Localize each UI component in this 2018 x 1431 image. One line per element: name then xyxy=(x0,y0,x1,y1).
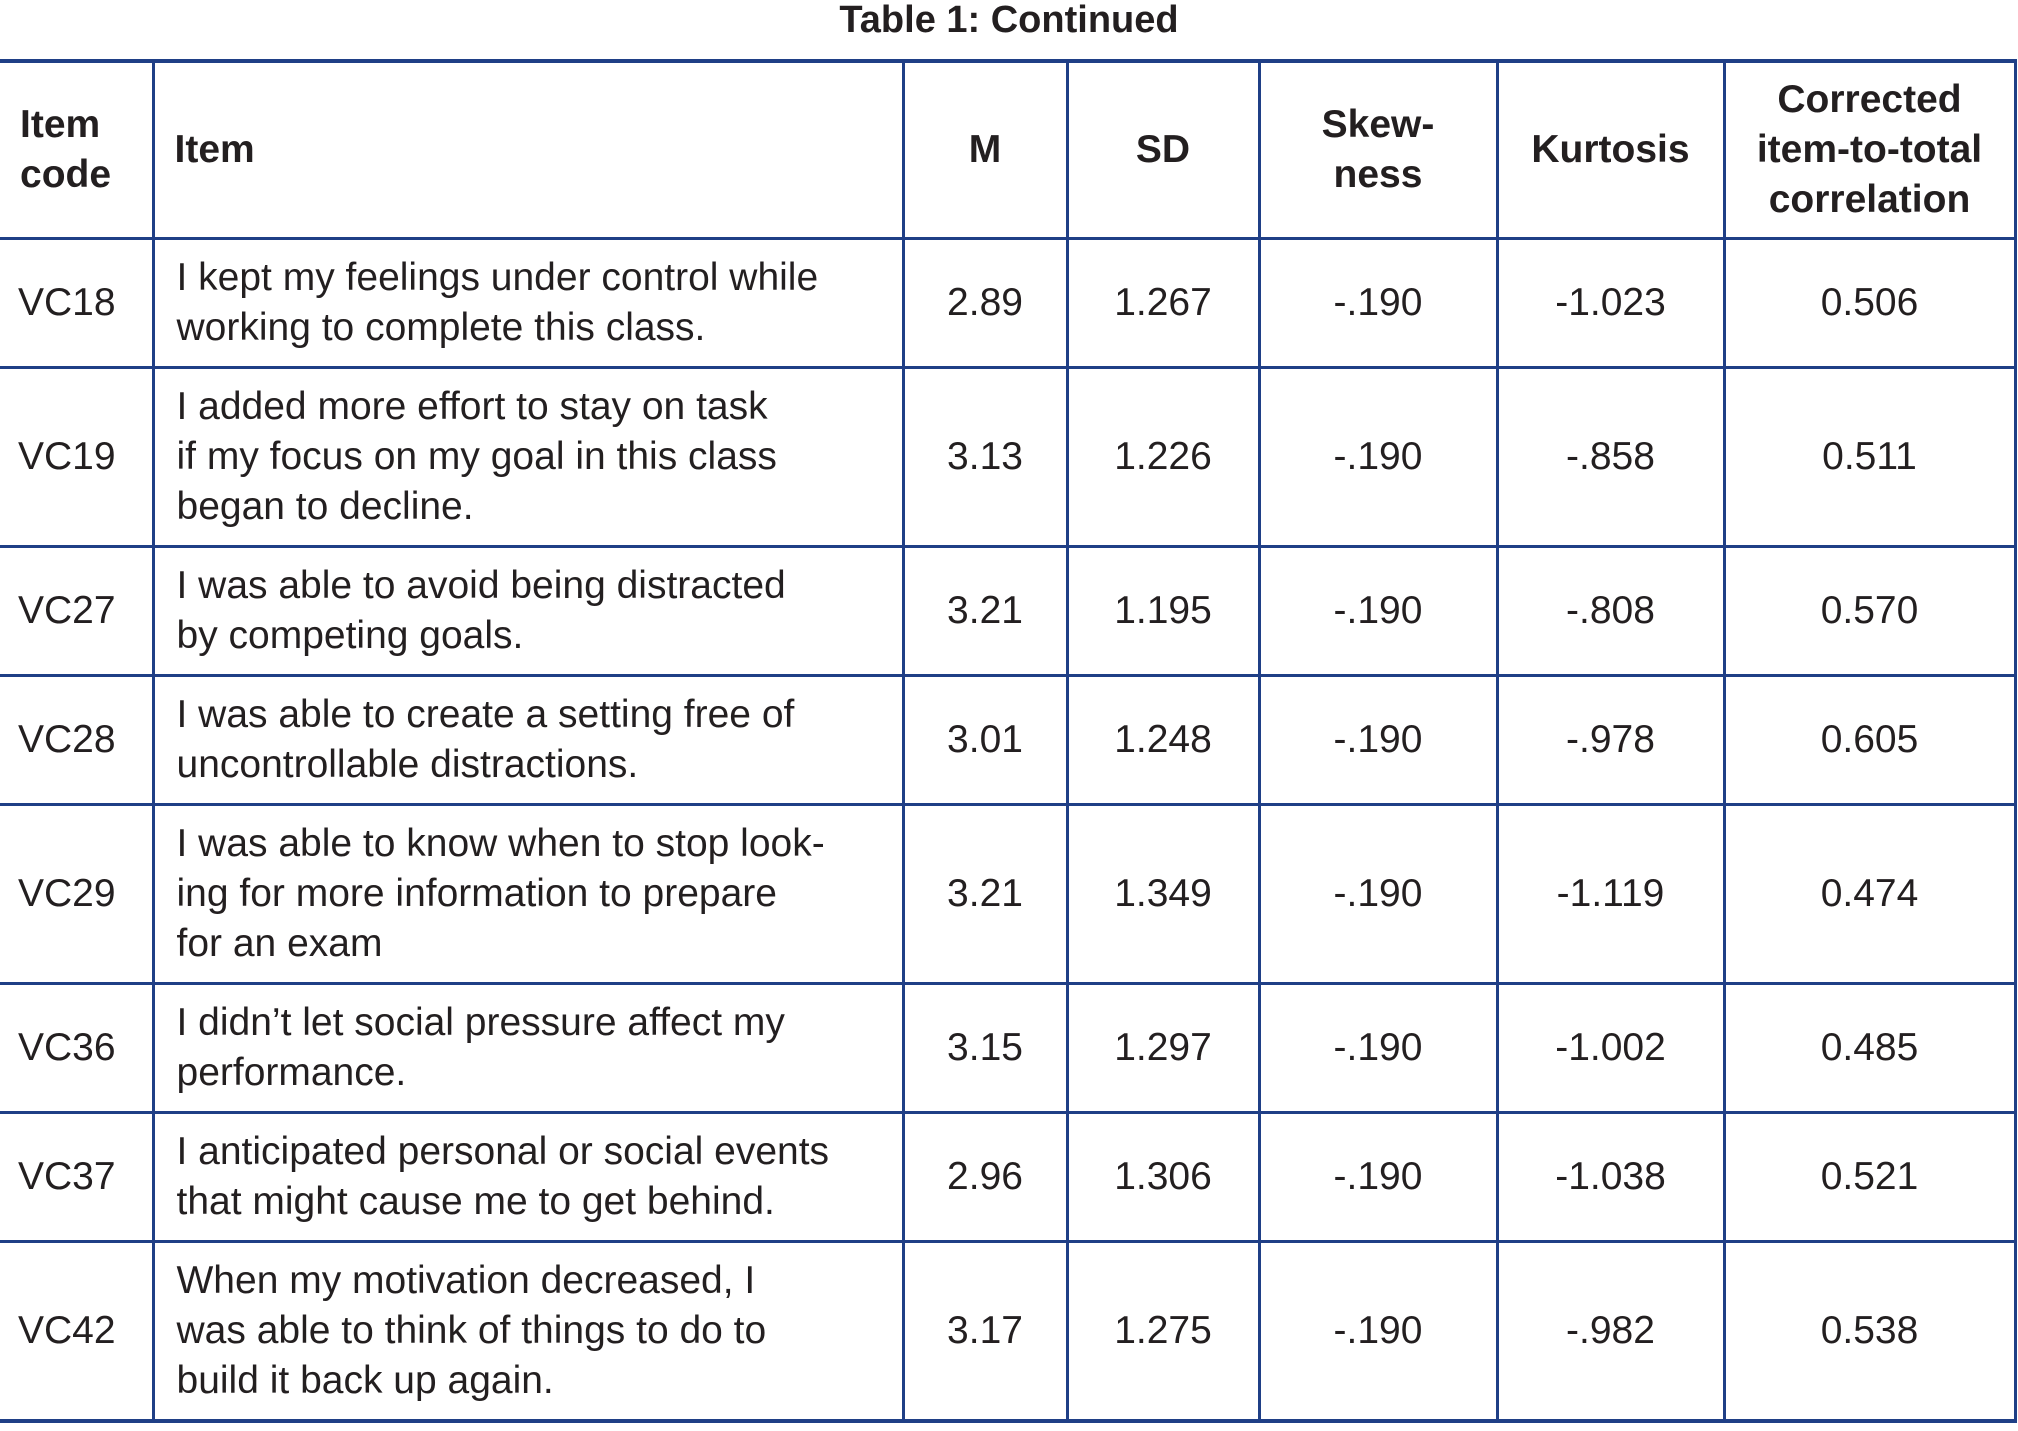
cell-skewness: -.190 xyxy=(1259,547,1497,676)
cell-skewness: -.190 xyxy=(1259,239,1497,368)
cell-m: 3.21 xyxy=(903,547,1067,676)
cell-corrected-correlation: 0.485 xyxy=(1724,984,2015,1113)
cell-item-text xyxy=(153,1242,903,1422)
cell-corrected-correlation: 0.538 xyxy=(1724,1242,2015,1422)
cell-skewness: -.190 xyxy=(1259,1113,1497,1242)
table-row xyxy=(0,547,2015,676)
cell-sd: 1.297 xyxy=(1067,984,1259,1113)
table-body xyxy=(0,239,2015,1422)
item-text-line: that might cause me to get behind. xyxy=(176,1180,775,1223)
header-row xyxy=(0,61,2015,239)
item-text-line: for an exam xyxy=(176,922,383,965)
table-row xyxy=(0,368,2015,547)
cell-item-code: VC36 xyxy=(0,984,153,1113)
item-text-line: was able to think of things to do to xyxy=(176,1309,767,1352)
item-text-line: performance. xyxy=(176,1051,407,1094)
cell-m: 2.89 xyxy=(903,239,1067,368)
item-text-line: I added more effort to stay on task xyxy=(176,385,768,428)
header-kurtosis: Kurtosis xyxy=(1497,61,1724,239)
cell-kurtosis: -.858 xyxy=(1497,368,1724,547)
cell-m: 3.17 xyxy=(903,1242,1067,1422)
item-text-line: I kept my feelings under control while xyxy=(176,256,819,299)
header-skewness xyxy=(1259,61,1497,239)
cell-m: 3.15 xyxy=(903,984,1067,1113)
cell-corrected-correlation: 0.511 xyxy=(1724,368,2015,547)
table-row xyxy=(0,676,2015,805)
table-caption: Table 1: Continued xyxy=(839,0,1179,41)
header-line: Item xyxy=(20,103,101,146)
cell-m: 3.21 xyxy=(903,805,1067,984)
item-text-line: I didn’t let social pressure affect my xyxy=(176,1001,785,1044)
cell-m: 2.96 xyxy=(903,1113,1067,1242)
cell-skewness: -.190 xyxy=(1259,984,1497,1113)
item-text-line: if my focus on my goal in this class xyxy=(176,435,777,478)
cell-corrected-correlation: 0.605 xyxy=(1724,676,2015,805)
cell-m: 3.01 xyxy=(903,676,1067,805)
cell-m: 3.13 xyxy=(903,368,1067,547)
cell-corrected-correlation: 0.474 xyxy=(1724,805,2015,984)
cell-skewness: -.190 xyxy=(1259,368,1497,547)
cell-kurtosis: -.982 xyxy=(1497,1242,1724,1422)
cell-kurtosis: -.978 xyxy=(1497,676,1724,805)
item-text-line: When my motivation decreased, I xyxy=(176,1259,756,1302)
cell-kurtosis: -.808 xyxy=(1497,547,1724,676)
header-item-code xyxy=(0,61,153,239)
data-table-container xyxy=(0,59,2017,1423)
cell-skewness: -.190 xyxy=(1259,676,1497,805)
item-text-line: working to complete this class. xyxy=(176,306,706,349)
cell-item-code: VC18 xyxy=(0,239,153,368)
cell-sd: 1.275 xyxy=(1067,1242,1259,1422)
data-table xyxy=(0,59,2017,1423)
cell-item-text xyxy=(153,1113,903,1242)
header-line: Skew- xyxy=(1321,103,1435,146)
header-line: Corrected xyxy=(1777,78,1962,121)
item-text-line: by competing goals. xyxy=(176,614,524,657)
table-row xyxy=(0,984,2015,1113)
cell-kurtosis: -1.119 xyxy=(1497,805,1724,984)
header-corrected-correlation xyxy=(1724,61,2015,239)
cell-kurtosis: -1.023 xyxy=(1497,239,1724,368)
cell-item-text xyxy=(153,984,903,1113)
cell-sd: 1.248 xyxy=(1067,676,1259,805)
table-row xyxy=(0,805,2015,984)
cell-item-code: VC28 xyxy=(0,676,153,805)
cell-sd: 1.306 xyxy=(1067,1113,1259,1242)
item-text-line: I was able to avoid being distracted xyxy=(176,564,786,607)
cell-skewness: -.190 xyxy=(1259,1242,1497,1422)
header-line: code xyxy=(20,153,112,196)
cell-item-code: VC27 xyxy=(0,547,153,676)
header-line: ness xyxy=(1333,153,1423,196)
table-row xyxy=(0,1113,2015,1242)
cell-kurtosis: -1.038 xyxy=(1497,1113,1724,1242)
cell-sd: 1.349 xyxy=(1067,805,1259,984)
header-line: item-to-total xyxy=(1756,128,1983,171)
cell-kurtosis: -1.002 xyxy=(1497,984,1724,1113)
cell-item-code: VC29 xyxy=(0,805,153,984)
item-text-line: I anticipated personal or social events xyxy=(176,1130,830,1173)
cell-item-text xyxy=(153,805,903,984)
table-row xyxy=(0,239,2015,368)
cell-item-text xyxy=(153,368,903,547)
item-text-line: build it back up again. xyxy=(176,1359,554,1402)
cell-skewness: -.190 xyxy=(1259,805,1497,984)
item-text-line: uncontrollable distractions. xyxy=(176,743,639,786)
item-text-line: I was able to know when to stop look- xyxy=(176,822,825,865)
cell-item-code: VC42 xyxy=(0,1242,153,1422)
cell-item-text xyxy=(153,239,903,368)
cell-item-code: VC37 xyxy=(0,1113,153,1242)
cell-corrected-correlation: 0.570 xyxy=(1724,547,2015,676)
cell-sd: 1.195 xyxy=(1067,547,1259,676)
item-text-line: ing for more information to prepare xyxy=(176,872,777,915)
item-text-line: began to decline. xyxy=(176,485,474,528)
cell-item-text xyxy=(153,547,903,676)
cell-sd: 1.267 xyxy=(1067,239,1259,368)
header-m: M xyxy=(903,61,1067,239)
header-line: correlation xyxy=(1768,178,1971,221)
cell-sd: 1.226 xyxy=(1067,368,1259,547)
cell-item-code: VC19 xyxy=(0,368,153,547)
table-row xyxy=(0,1242,2015,1422)
cell-corrected-correlation: 0.506 xyxy=(1724,239,2015,368)
header-item: Item xyxy=(153,61,903,239)
cell-corrected-correlation: 0.521 xyxy=(1724,1113,2015,1242)
item-text-line: I was able to create a setting free of xyxy=(176,693,795,736)
cell-item-text xyxy=(153,676,903,805)
header-sd: SD xyxy=(1067,61,1259,239)
